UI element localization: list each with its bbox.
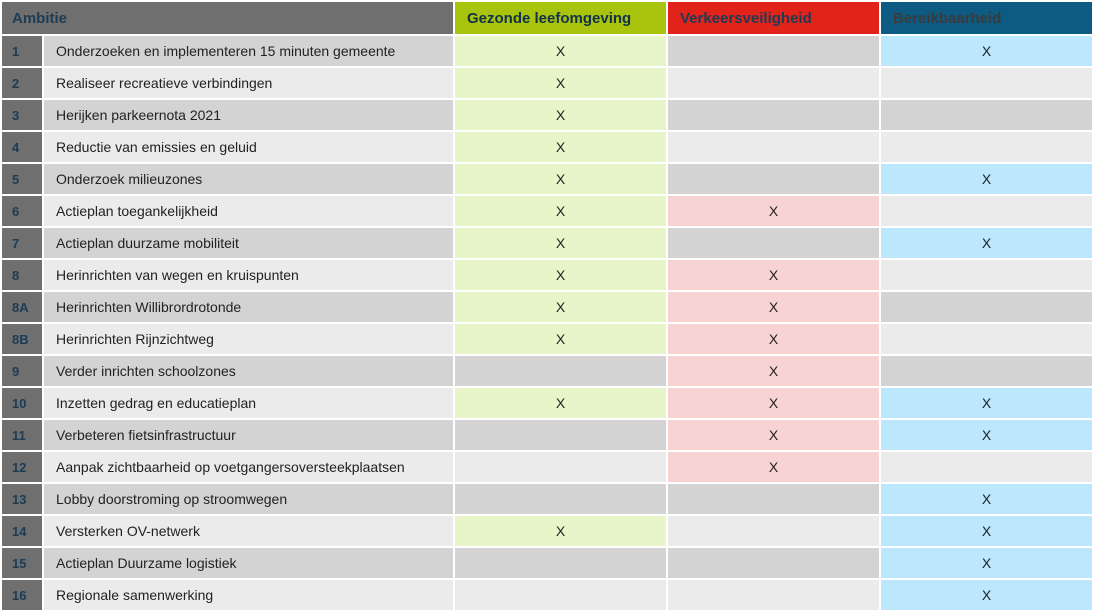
row-number: 11 <box>2 420 42 450</box>
cell-verkeersveiligheid <box>668 68 879 98</box>
row-number: 13 <box>2 484 42 514</box>
row-ambition-text: Actieplan toegankelijkheid <box>44 196 453 226</box>
cell-bereikbaarheid <box>881 100 1092 130</box>
cell-gezonde-leefomgeving <box>455 548 666 578</box>
row-ambition-text: Aanpak zichtbaarheid op voetgangersoversteekplaatsen <box>44 452 453 482</box>
row-ambition-text: Verder inrichten schoolzones <box>44 356 453 386</box>
header-verkeersveiligheid: Verkeersveiligheid <box>668 2 879 34</box>
cell-verkeersveiligheid: X <box>668 420 879 450</box>
cell-bereikbaarheid: X <box>881 36 1092 66</box>
cell-bereikbaarheid: X <box>881 516 1092 546</box>
table-row <box>2 196 1092 226</box>
cell-bereikbaarheid <box>881 356 1092 386</box>
table-row <box>2 100 1092 130</box>
row-number: 3 <box>2 100 42 130</box>
row-number: 12 <box>2 452 42 482</box>
cell-verkeersveiligheid <box>668 484 879 514</box>
row-ambition-text: Realiseer recreatieve verbindingen <box>44 68 453 98</box>
header-gezonde-leefomgeving: Gezonde leefomgeving <box>455 2 666 34</box>
row-number: 6 <box>2 196 42 226</box>
cell-bereikbaarheid: X <box>881 164 1092 194</box>
table-row <box>2 452 1092 482</box>
cell-verkeersveiligheid <box>668 132 879 162</box>
cell-gezonde-leefomgeving: X <box>455 68 666 98</box>
row-number: 1 <box>2 36 42 66</box>
cell-bereikbaarheid <box>881 292 1092 322</box>
row-ambition-text: Versterken OV-netwerk <box>44 516 453 546</box>
cell-gezonde-leefomgeving <box>455 452 666 482</box>
row-ambition-text: Herinrichten Rijnzichtweg <box>44 324 453 354</box>
header-ambitie: Ambitie <box>2 2 453 34</box>
cell-gezonde-leefomgeving: X <box>455 36 666 66</box>
row-number: 10 <box>2 388 42 418</box>
row-ambition-text: Verbeteren fietsinfrastructuur <box>44 420 453 450</box>
table-row <box>2 420 1092 450</box>
cell-verkeersveiligheid <box>668 548 879 578</box>
cell-verkeersveiligheid: X <box>668 356 879 386</box>
row-ambition-text: Herijken parkeernota 2021 <box>44 100 453 130</box>
cell-bereikbaarheid: X <box>881 388 1092 418</box>
row-number: 15 <box>2 548 42 578</box>
cell-gezonde-leefomgeving <box>455 420 666 450</box>
cell-verkeersveiligheid <box>668 228 879 258</box>
cell-gezonde-leefomgeving: X <box>455 292 666 322</box>
row-ambition-text: Onderzoek milieuzones <box>44 164 453 194</box>
row-ambition-text: Reductie van emissies en geluid <box>44 132 453 162</box>
cell-verkeersveiligheid: X <box>668 292 879 322</box>
table-row <box>2 580 1092 610</box>
cell-gezonde-leefomgeving: X <box>455 196 666 226</box>
cell-verkeersveiligheid: X <box>668 260 879 290</box>
cell-verkeersveiligheid <box>668 164 879 194</box>
table-row <box>2 292 1092 322</box>
cell-bereikbaarheid <box>881 68 1092 98</box>
table-row <box>2 516 1092 546</box>
row-ambition-text: Actieplan Duurzame logistiek <box>44 548 453 578</box>
cell-gezonde-leefomgeving <box>455 356 666 386</box>
table-body <box>2 36 1092 610</box>
table-row <box>2 324 1092 354</box>
cell-gezonde-leefomgeving: X <box>455 228 666 258</box>
cell-gezonde-leefomgeving <box>455 580 666 610</box>
table-row <box>2 356 1092 386</box>
cell-bereikbaarheid <box>881 260 1092 290</box>
cell-gezonde-leefomgeving <box>455 484 666 514</box>
cell-gezonde-leefomgeving: X <box>455 516 666 546</box>
table-row <box>2 548 1092 578</box>
row-ambition-text: Herinrichten van wegen en kruispunten <box>44 260 453 290</box>
cell-verkeersveiligheid <box>668 100 879 130</box>
cell-gezonde-leefomgeving: X <box>455 260 666 290</box>
cell-bereikbaarheid: X <box>881 228 1092 258</box>
row-ambition-text: Lobby doorstroming op stroomwegen <box>44 484 453 514</box>
cell-verkeersveiligheid: X <box>668 388 879 418</box>
row-number: 2 <box>2 68 42 98</box>
cell-bereikbaarheid: X <box>881 548 1092 578</box>
row-ambition-text: Regionale samenwerking <box>44 580 453 610</box>
table-row <box>2 132 1092 162</box>
row-number: 16 <box>2 580 42 610</box>
cell-bereikbaarheid: X <box>881 484 1092 514</box>
table-row <box>2 228 1092 258</box>
cell-verkeersveiligheid <box>668 580 879 610</box>
row-number: 9 <box>2 356 42 386</box>
row-ambition-text: Herinrichten Willibrordrotonde <box>44 292 453 322</box>
table-row <box>2 484 1092 514</box>
cell-bereikbaarheid <box>881 324 1092 354</box>
header-row <box>2 2 1092 34</box>
cell-bereikbaarheid <box>881 196 1092 226</box>
cell-gezonde-leefomgeving: X <box>455 388 666 418</box>
row-number: 8B <box>2 324 42 354</box>
table-row <box>2 36 1092 66</box>
cell-verkeersveiligheid <box>668 516 879 546</box>
table-row <box>2 164 1092 194</box>
cell-bereikbaarheid <box>881 452 1092 482</box>
row-ambition-text: Actieplan duurzame mobiliteit <box>44 228 453 258</box>
cell-gezonde-leefomgeving: X <box>455 164 666 194</box>
header-bereikbaarheid: Bereikbaarheid <box>881 2 1092 34</box>
cell-gezonde-leefomgeving: X <box>455 132 666 162</box>
row-ambition-text: Inzetten gedrag en educatieplan <box>44 388 453 418</box>
row-number: 8 <box>2 260 42 290</box>
cell-bereikbaarheid: X <box>881 420 1092 450</box>
row-number: 7 <box>2 228 42 258</box>
cell-verkeersveiligheid <box>668 36 879 66</box>
cell-verkeersveiligheid: X <box>668 324 879 354</box>
table-row <box>2 388 1092 418</box>
cell-gezonde-leefomgeving: X <box>455 100 666 130</box>
row-number: 8A <box>2 292 42 322</box>
row-number: 14 <box>2 516 42 546</box>
table-row <box>2 68 1092 98</box>
cell-gezonde-leefomgeving: X <box>455 324 666 354</box>
cell-bereikbaarheid <box>881 132 1092 162</box>
row-ambition-text: Onderzoeken en implementeren 15 minuten gemeente <box>44 36 453 66</box>
cell-verkeersveiligheid: X <box>668 452 879 482</box>
table-row <box>2 260 1092 290</box>
row-number: 4 <box>2 132 42 162</box>
cell-verkeersveiligheid: X <box>668 196 879 226</box>
row-number: 5 <box>2 164 42 194</box>
cell-bereikbaarheid: X <box>881 580 1092 610</box>
